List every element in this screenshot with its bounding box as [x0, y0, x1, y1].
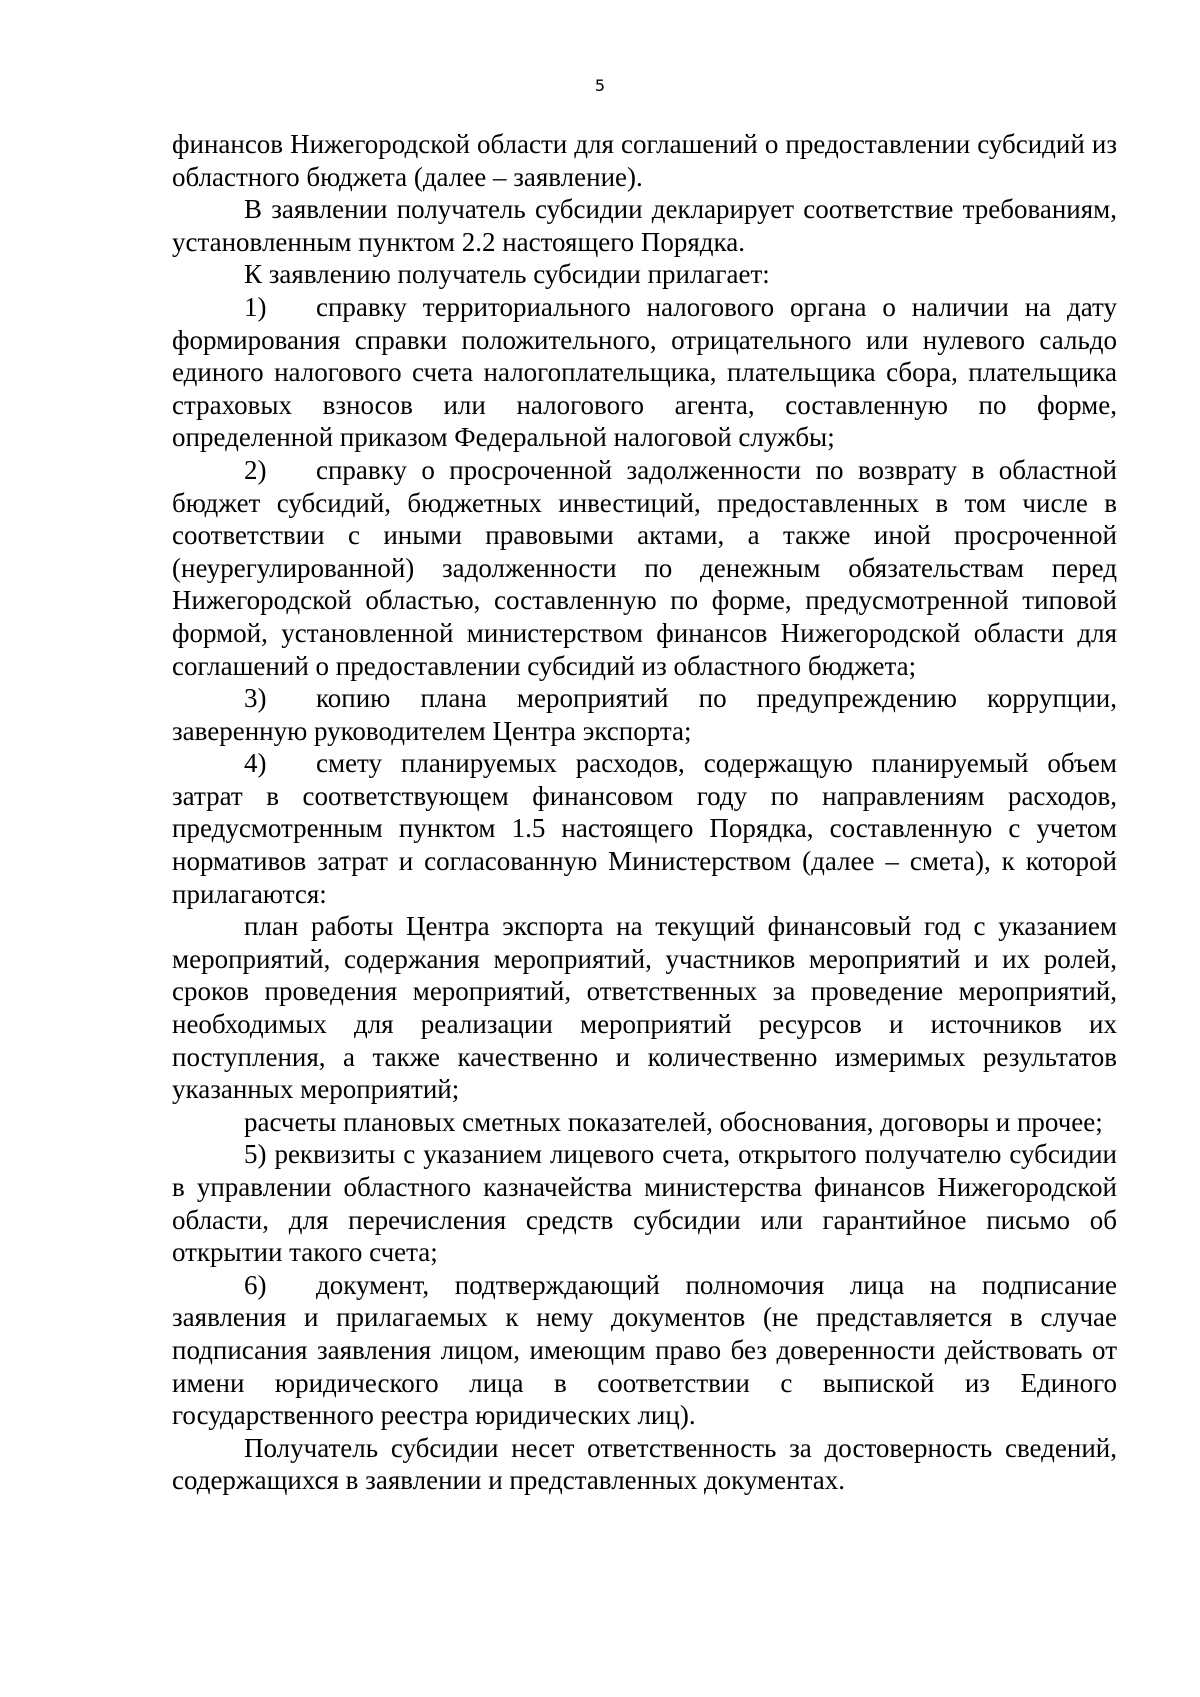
paragraph-attachments-intro: К заявлению получатель субсидии прилагает: — [244, 259, 770, 290]
paragraph-responsibility: Получатель субсидии несет ответственность за достоверность сведений, содержащихся в заявлении и представленных документах. — [172, 1432, 1117, 1496]
page-number: 5 — [594, 76, 606, 95]
paragraph-declaration: В заявлении получатель субсидии декларирует соответствие требованиям, установленным пунктом 2.2 настоящего Порядка. — [172, 194, 1117, 257]
paragraph-continuation: финансов Нижегородской области для соглашений о предоставлении субсидий из областного бюджета (далее – заявление). — [172, 129, 1117, 192]
list-marker: 3) — [244, 683, 267, 714]
list-item-3 — [172, 682, 1117, 747]
paragraph-work-plan: план работы Центра экспорта на текущий финансовый год с указанием мероприятий, содержания мероприятий, участников мероприятий и их ролей, сроков проведения мероприятий, ответственных за проведение мероприятий, необходимых для реализации мероприятий ресурсов и источников их поступления, а также качественно и количественно измеримых результатов указанных мероприятий; — [172, 911, 1117, 1105]
list-item-text: копию плана мероприятий по предупреждению коррупции, заверенную руководителем Центра экспорта; — [172, 683, 1117, 746]
list-item-text: справку территориального налогового органа о наличии на дату формирования справки положительного, отрицательного или нулевого сальдо единого налогового счета налогоплательщика, плательщика сбора, плательщика страховых взносов или налогового агента, составленную по форме, определенной приказом Федеральной налоговой службы; — [172, 291, 1117, 453]
list-item-4 — [172, 747, 1117, 910]
list-marker: 2) — [244, 454, 267, 485]
list-marker: 1) — [244, 291, 267, 322]
list-item-2 — [172, 454, 1117, 682]
list-marker: 6) — [244, 1269, 267, 1300]
list-item-text: смету планируемых расходов, содержащую планируемый объем затрат в соответствующем финансовом году по направлениям расходов, предусмотренным пунктом 1.5 настоящего Порядка, составленную с учетом нормативов затрат и согласованную Министерством (далее – смета), к которой прилагаются: — [172, 748, 1117, 909]
list-item-text: справку о просроченной задолженности по возврату в областной бюджет субсидий, бюджетных инвестиций, предоставленных в том числе в соответствии с иными правовыми актами, а также иной просроченной (неурегулированной) задолженности по денежным обязательствам перед Нижегородской областью, составленную по форме, предусмотренной типовой формой, установленной министерством финансов Нижегородской области для соглашений о предоставлении субсидий из областного бюджета; — [172, 454, 1117, 681]
list-item-5: 5) реквизиты с указанием лицевого счета, открытого получателю субсидии в управлении областного казначейства министерства финансов Нижегородской области, для перечисления средств субсидии или гарантийное письмо об открытии такого счета; — [172, 1139, 1117, 1268]
list-item-6 — [172, 1269, 1117, 1432]
list-marker: 4) — [244, 748, 267, 779]
list-item-1 — [172, 291, 1117, 454]
list-item-text: документ, подтверждающий полномочия лица на подписание заявления и прилагаемых к нему документов (не представляется в случае подписания заявления лицом, имеющим право без доверенности действовать от имени юридического лица в соответствии с выпиской из Единого государственного реестра юридических лиц). — [172, 1269, 1117, 1431]
document-body — [172, 128, 1117, 1497]
paragraph-calculations: расчеты плановых сметных показателей, обоснования, договоры и прочее; — [244, 1106, 1103, 1137]
